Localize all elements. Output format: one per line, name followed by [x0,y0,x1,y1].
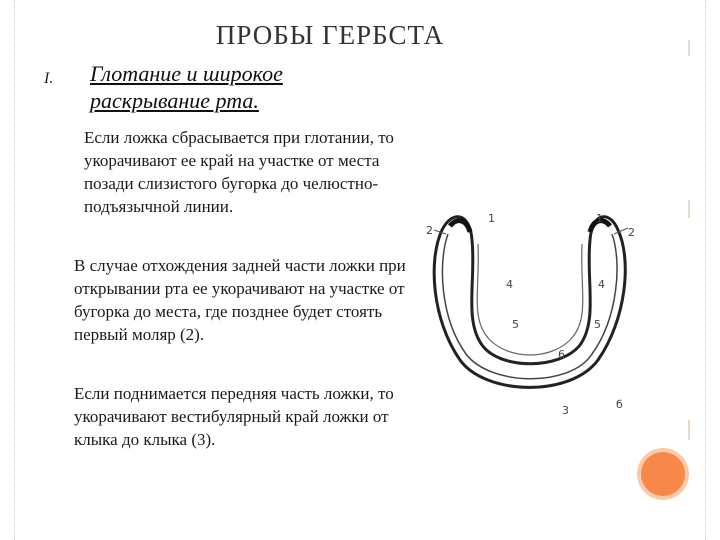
label-right-6: б [616,398,623,411]
tray-left-thick-edge [450,221,470,232]
impression-tray-diagram [420,200,640,420]
slide-frame-right [705,0,706,540]
paragraph-posterior-part: В случае отхождения задней части ложки при открывании рта ее укорачивают на участке от бугорка до места, где позднее будет стоять первый моляр (2). [74,256,406,344]
label-left-4: 4 [506,278,513,291]
decorative-line-segment [688,420,690,440]
slide-frame-left [14,0,15,540]
label-right-5: 5 [594,318,601,331]
label-left-2: 2 [426,224,433,237]
label-right-2: 2 [628,226,635,239]
label-center-6: 6 [558,348,565,361]
paragraph-swallowing: Если ложка сбрасывается при глотании, то укорачивают ее край на участке от места позади слизистого бугорка до челюстно-подъязычной линии. [84,128,394,216]
label-left-1: 1 [488,212,495,225]
decorative-line-segment [688,200,690,218]
section-subheading: Глотание и широкое раскрывание рта. [90,61,283,113]
tray-outer-outline [434,217,625,388]
slide-title: ПРОБЫ ГЕРБСТА [215,20,445,50]
label-right-1: 1 [596,212,603,225]
tray-inner-rim [477,244,583,355]
label-bottom-3: 3 [562,404,569,417]
decorative-orange-circle [641,452,685,496]
label-left-5: 5 [512,318,519,331]
paragraph-anterior-part: Если поднимается передняя часть ложки, то укорачивают вестибулярный край ложки от клыка до клыка (3). [74,384,394,449]
decorative-line-segment [688,40,690,56]
section-numeral: I. [44,70,54,87]
label-right-4: 4 [598,278,605,291]
